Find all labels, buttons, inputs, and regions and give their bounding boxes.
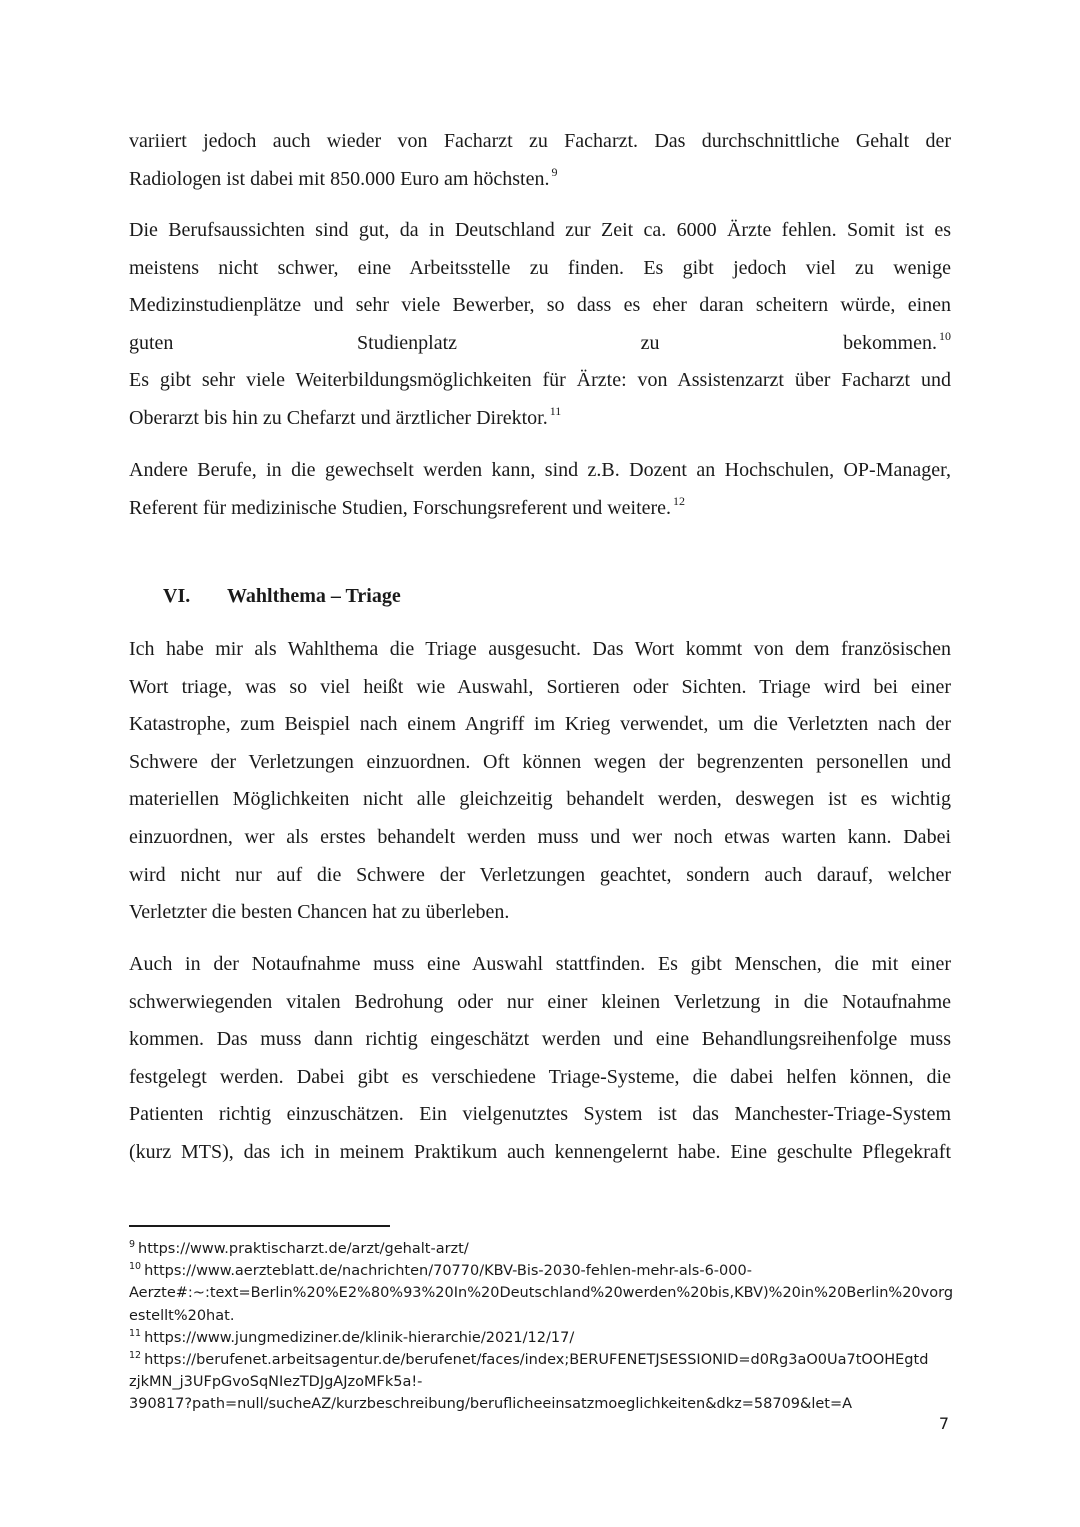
text-line: kommen. Das muss dann richtig eingeschätzt werden und eine Behandlungsreihenfolge muss (129, 1028, 951, 1051)
footnote-separator (129, 1225, 390, 1227)
paragraph-emergency-room (129, 946, 951, 1172)
text-line: festgelegt werden. Dabei gibt es verschiedene Triage-Systeme, die dabei helfen können, die (129, 1065, 951, 1088)
paragraph-salary (129, 123, 951, 198)
text-line: Es gibt sehr viele Weiterbildungsmöglichkeiten für Ärzte: von Assistenzarzt über Facharzt und (129, 369, 951, 391)
footnote[interactable] (129, 1260, 951, 1282)
paragraph-other-professions (129, 452, 951, 527)
paragraph-triage-intro (129, 631, 951, 932)
text-line: (kurz MTS), das ich in meinem Praktikum auch kennengelernt habe. Eine geschulte Pflegekraft (129, 1140, 951, 1163)
text-line: Andere Berufe, in die gewechselt werden kann, sind z.B. Dozent an Hochschulen, OP-Manager, (129, 459, 951, 481)
footnote-link[interactable]: https://berufenet.arbeitsagentur.de/berufenet/faces/index;BERUFENETJSESSIONID=d0Rg3aO0Ua7tOOHEgtd (144, 1352, 929, 1369)
footnote[interactable] (129, 1349, 951, 1371)
footnote-number: 10 (129, 1261, 142, 1273)
text-line: Ich habe mir als Wahlthema die Triage ausgesucht. Das Wort kommt von dem französischen (129, 638, 951, 660)
footnote-ref: 10 (939, 328, 951, 343)
footnote-continuation[interactable]: 390817?path=null/sucheAZ/kurzbeschreibung/beruflicheeinsatzmoeglichkeiten&dkz=58709&let=A (129, 1396, 853, 1413)
footnote-continuation[interactable]: Aerzte#:~:text=Berlin%20%E2%80%93%20In%20Deutschland%20werden%20bis,KBV)%20in%20Berlin%20vorg (129, 1285, 954, 1302)
text-line: Medizinstudienplätze und sehr viele Bewerber, so dass es eher daran scheitern würde, einen (129, 294, 951, 317)
footnote-number: 11 (129, 1327, 142, 1339)
text-line: Verletzter die besten Chancen hat zu überleben. (129, 901, 510, 924)
paragraph-career-prospects (129, 212, 951, 362)
paragraph-further-training (129, 362, 951, 437)
section-heading (163, 585, 401, 608)
footnote-ref: 11 (549, 403, 562, 418)
text-line: Referent für medizinische Studien, Forschungsreferent und weitere. $^{12}$ (129, 493, 686, 519)
text-line: variiert jedoch auch wieder von Facharzt zu Facharzt. Das durchschnittliche Gehalt der (129, 130, 951, 152)
footnote[interactable] (129, 1327, 951, 1349)
text-line: Wort triage, was so viel heißt wie Auswahl, Sortieren oder Sichten. Triage wird bei einer (129, 675, 951, 698)
footnote-link[interactable]: https://www.jungmediziner.de/klinik-hierarchie/2021/12/17/ (144, 1329, 575, 1346)
footnote-continuation[interactable]: estellt%20hat. (129, 1307, 235, 1324)
text-line: einzuordnen, wer als erstes behandelt werden muss und wer noch etwas warten kann. Dabei (129, 825, 951, 848)
text-line: Auch in der Notaufnahme muss eine Auswahl stattfinden. Es gibt Menschen, die mit einer (129, 953, 951, 975)
footnote-number: 12 (129, 1350, 142, 1362)
footnote-number: 9 (129, 1239, 136, 1250)
text-line: Oberarzt bis hin zu Chefarzt und ärztlicher Direktor. $^{11}$ (129, 403, 562, 429)
text-line: schwerwiegenden vitalen Bedrohung oder nur einer kleinen Verletzung in die Notaufnahme (129, 990, 951, 1013)
text-line: meistens nicht schwer, eine Arbeitsstelle zu finden. Es gibt jedoch viel zu wenige (129, 256, 951, 279)
text-line: Schwere der Verletzungen einzuordnen. Oft können wegen der begrenzenten personellen und (129, 750, 951, 773)
text-line: materiellen Möglichkeiten nicht alle gleichzeitig behandelt werden, deswegen ist es wichtig (129, 788, 951, 811)
text-line: Katastrophe, zum Beispiel nach einem Angriff im Krieg verwendet, um die Verletzten nach der (129, 713, 951, 736)
footnote-ref: 12 (673, 493, 686, 508)
text-line: wird nicht nur auf die Schwere der Verletzungen geachtet, sondern auch darauf, welcher (129, 863, 951, 886)
footnote-link[interactable]: https://www.aerzteblatt.de/nachrichten/70770/KBV-Bis-2030-fehlen-mehr-als-6-000- (144, 1263, 752, 1280)
text-line: Die Berufsaussichten sind gut, da in Deutschland zur Zeit ca. 6000 Ärzte fehlen. Somit ist es (129, 219, 951, 241)
section-number: VI. (163, 585, 191, 607)
text-line: Radiologen ist dabei mit 850.000 Euro am höchsten. $^9$ (129, 164, 558, 190)
footnote[interactable] (129, 1238, 951, 1260)
footnotes (129, 1238, 954, 1416)
text-line: Patienten richtig einzuschätzen. Ein vielgenutztes System ist das Manchester-Triage-System (129, 1103, 951, 1126)
footnote-continuation[interactable]: zjkMN_j3UFpGvoSqNIezTDJgAJzoMFk5a!- (129, 1374, 423, 1391)
section-title: Wahlthema – Triage (227, 585, 401, 607)
page-number: 7 (938, 1414, 949, 1433)
footnote-ref: 9 (551, 164, 558, 179)
footnote-link[interactable]: https://www.praktischarzt.de/arzt/gehalt-arzt/ (138, 1241, 469, 1257)
text-line: guten Studienplatz zu bekommen. $^{10}$ (129, 328, 951, 354)
